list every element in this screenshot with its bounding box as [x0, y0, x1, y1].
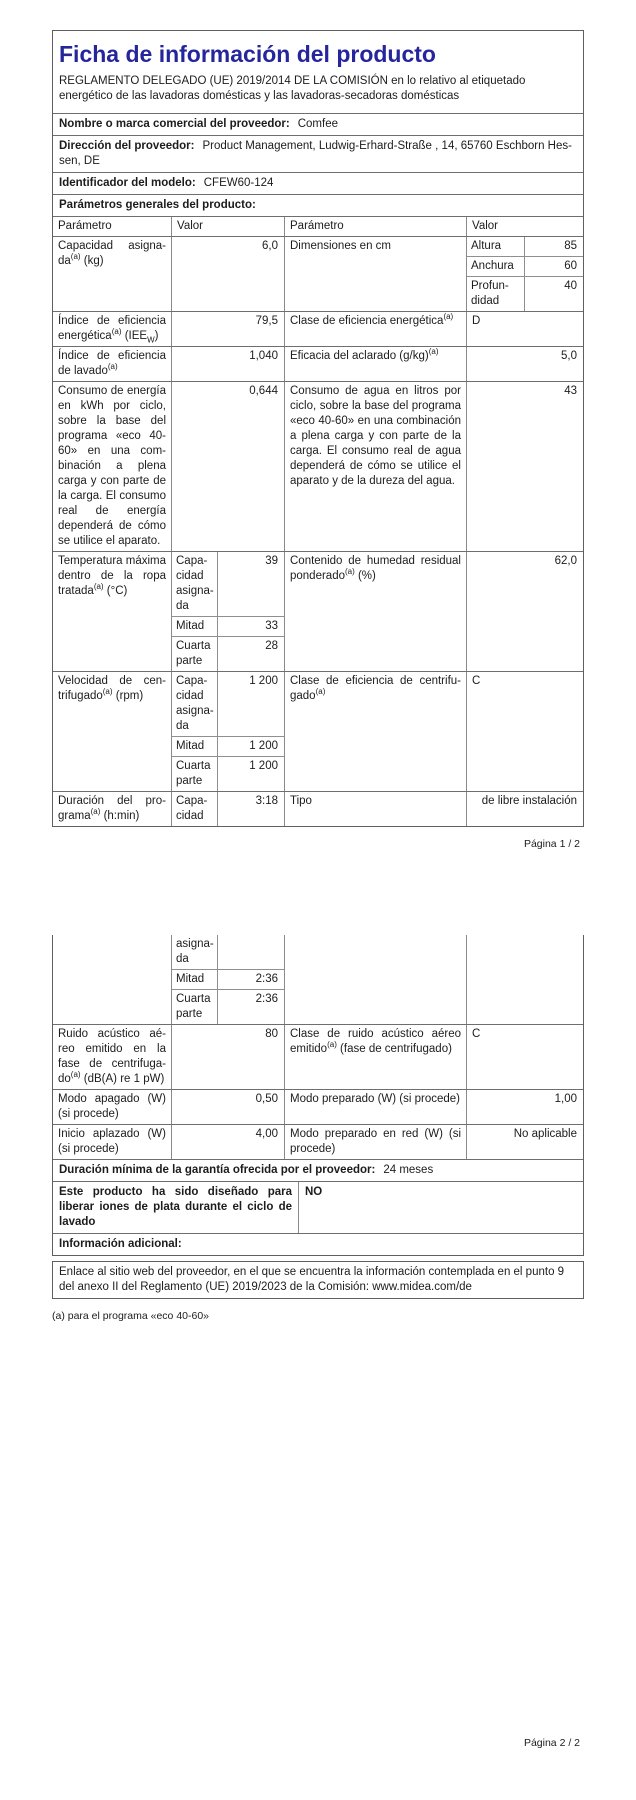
- sub-label: asignada: [176, 938, 214, 965]
- row-acoustic-noise: [53, 1024, 583, 1089]
- sub-label: Anchura: [471, 260, 514, 272]
- param-label: Modo preparado en red (W) (si procede): [284, 1125, 466, 1159]
- title-box: [53, 31, 583, 113]
- page-1: [52, 30, 584, 852]
- page-2: [52, 935, 584, 1324]
- param-label: Eficacia del aclarado $(g/kg)^{(a)}$: [284, 347, 466, 381]
- sub-row: [172, 616, 284, 636]
- sub-label: Capacidad asignada: [176, 675, 214, 732]
- param-label-empty: [284, 935, 466, 1024]
- sub-row: [467, 276, 583, 311]
- param-label: Índice de eficiencia de lavado$^{(a)}$: [58, 350, 166, 377]
- sub-row: [172, 552, 284, 616]
- sub-value: 2:36: [217, 990, 284, 1024]
- param-value: No aplicable: [466, 1125, 583, 1159]
- sub-value: [217, 935, 284, 969]
- model-identifier-value: CFEW60-124: [203, 177, 274, 189]
- param-label: Inicio aplazado (W) (si procede): [58, 1128, 166, 1155]
- sub-row: [172, 636, 284, 671]
- param-value: 1,00: [466, 1090, 583, 1124]
- param-label: Modo preparado (W) (si procede): [284, 1090, 466, 1124]
- sub-value: 1 200: [217, 757, 284, 791]
- param-label: Índice de eficiencia energética$^{(a)}$ $(IEE_W)$: [58, 315, 166, 345]
- row-max-temperature-residual-moisture: [53, 551, 583, 671]
- sub-label: Altura: [471, 240, 502, 252]
- page-2-footer: Página 2 / 2: [523, 1737, 580, 1749]
- sub-row: [172, 792, 284, 826]
- model-identifier-row: [53, 172, 583, 194]
- page-1-footer: Página 1 / 2: [523, 838, 580, 850]
- row-spin-speed-class: [53, 671, 583, 791]
- param-value: D: [466, 312, 583, 346]
- warranty-value: 24 meses: [383, 1164, 434, 1176]
- sub-value: 2:36: [217, 970, 284, 989]
- param-value: 0,644: [171, 382, 284, 551]
- footnote-eco-programme: (a) para el programa «eco 40-60»: [52, 1310, 210, 1322]
- row-programme-duration-continued: [53, 935, 583, 1024]
- param-value: 4,00: [171, 1125, 284, 1159]
- param-label: Clase de ruido acústico aéreo emitido$^{(a)}$ (fase de centrifugado): [284, 1025, 466, 1089]
- supplier-website-box: [52, 1261, 584, 1299]
- supplier-address-label: Dirección del proveedor:: [59, 140, 195, 152]
- supplier-website-text: Enlace al sitio web del proveedor, en el que se encuentra la información contemplada en el punto 9 del anexo II del Reglamento (UE) 2019/2023 de la Comisión: www.midea.com/de: [59, 1266, 565, 1293]
- param-label-empty: [53, 935, 171, 1024]
- sub-label: Capacidad: [176, 795, 208, 822]
- header-value-2: Valor: [466, 217, 583, 236]
- sub-label: Mitad: [176, 620, 205, 632]
- sub-value: 85: [524, 237, 583, 256]
- param-label: Duración del programa$^{(a)}$ (h:min): [58, 795, 166, 822]
- sub-value: 40: [524, 277, 583, 311]
- row-off-standby-mode: [53, 1089, 583, 1124]
- sub-label: Cuarta parte: [176, 993, 211, 1020]
- sub-row: [467, 237, 583, 256]
- param-label: Consumo de energía en kWh por ciclo, sobre la base del programa «eco 40-60» en una combinación a plena carga y con parte de la carga. El consumo real de energía dependerá de cómo se utilice el aparato.: [58, 385, 166, 547]
- row-energy-efficiency-index: [53, 311, 583, 346]
- product-fiche-table-page2: [52, 935, 584, 1256]
- sub-row: [172, 736, 284, 756]
- row-programme-duration-type: [53, 791, 583, 826]
- param-label: Modo apagado (W) (si procede): [58, 1093, 166, 1120]
- param-label: Clase de eficiencia de centrifugado$^{(a)}$: [284, 672, 466, 791]
- param-value: 79,5: [171, 312, 284, 346]
- supplier-address-row: [53, 135, 583, 172]
- sub-label: Mitad: [176, 740, 205, 752]
- param-value: 43: [466, 382, 583, 551]
- sub-row: [172, 935, 284, 969]
- row-washing-efficiency-index: [53, 346, 583, 381]
- sub-row: [467, 256, 583, 276]
- param-label: Clase de eficiencia energética$^{(a)}$: [284, 312, 466, 346]
- sub-value: 1 200: [217, 672, 284, 736]
- warranty-label: Duración mínima de la garantía ofrecida por el proveedor:: [59, 1164, 376, 1176]
- param-value: C: [466, 1025, 583, 1089]
- param-label: Consumo de agua en litros por ciclo, sobre la base del programa «eco 40-60» en una combinación a plena carga y con parte de la carga. El consumo real de agua dependerá de cómo se utilice el aparato y de la dureza del agua.: [284, 382, 466, 551]
- row-energy-water-consumption: [53, 381, 583, 551]
- page-title: Ficha de información del producto: [59, 41, 436, 67]
- row-silver-ions: [53, 1181, 583, 1233]
- temperature-subtable: [171, 552, 284, 671]
- sub-value: 60: [524, 257, 583, 276]
- header-parameter-1: Parámetro: [58, 220, 112, 232]
- supplier-address-value: Product Management, Ludwig-Erhard-Straße , 14, 65760 Eschborn Hessen, DE: [59, 140, 572, 167]
- silver-ions-value: NO: [298, 1182, 583, 1233]
- header-value-1: Valor: [171, 217, 284, 236]
- row-additional-info-heading: Información adicional:: [53, 1233, 583, 1255]
- silver-ions-label: Este producto ha sido diseñado para liberar iones de plata durante el ciclo de lavado: [59, 1186, 292, 1228]
- sub-row: [172, 672, 284, 736]
- param-label: Dimensiones en cm: [284, 237, 466, 311]
- param-value-empty: [466, 935, 583, 1024]
- spin-subtable: [171, 672, 284, 791]
- general-parameters-heading: Parámetros generales del producto:: [53, 194, 583, 216]
- param-label: Velocidad de centrifugado$^{(a)}$ (rpm): [58, 675, 166, 702]
- supplier-name-label: Nombre o marca comercial del proveedor:: [59, 118, 290, 130]
- param-label: Tipo: [284, 792, 466, 826]
- param-value: C: [466, 672, 583, 791]
- param-label: Temperatura máxima dentro de la ropa tratada$^{(a)}$ (°C): [58, 555, 167, 597]
- sub-label: Profundidad: [471, 280, 509, 307]
- sub-row: [172, 756, 284, 791]
- param-value: de libre instalación: [466, 792, 583, 826]
- duration-subtable-page1: [171, 792, 284, 826]
- table-header-row: [53, 216, 583, 236]
- sub-value: 3:18: [217, 792, 284, 826]
- sub-value: 33: [217, 617, 284, 636]
- param-value: 6,0: [171, 237, 284, 311]
- row-capacity-dimensions: [53, 236, 583, 311]
- sub-row: [172, 989, 284, 1024]
- regulation-subtitle: REGLAMENTO DELEGADO (UE) 2019/2014 DE LA COMISIÓN en lo relativo al etiquetado energético de las lavadoras domésticas y las lavadoras-secadoras domésticas: [59, 75, 526, 102]
- sub-label: Capacidad asignada: [176, 555, 214, 612]
- row-delay-start-networked-standby: [53, 1124, 583, 1159]
- dimensions-subtable: [466, 237, 583, 311]
- param-label: Capacidad asignada$^{(a)}$ (kg): [58, 240, 166, 267]
- sub-value: 39: [217, 552, 284, 616]
- sub-row: [172, 969, 284, 989]
- supplier-name-row: [53, 113, 583, 135]
- duration-subtable-page2: [171, 935, 284, 1024]
- row-minimum-warranty: [53, 1159, 583, 1181]
- sub-label: Mitad: [176, 973, 205, 985]
- param-value: 80: [171, 1025, 284, 1089]
- param-label: Contenido de humedad residual ponderado$^{(a)}$ (%): [284, 552, 466, 671]
- param-value: 62,0: [466, 552, 583, 671]
- param-value: 1,040: [171, 347, 284, 381]
- sub-label: Cuarta parte: [176, 760, 211, 787]
- product-fiche-table-page1: [52, 30, 584, 827]
- param-label: Ruido acústico aéreo emitido en la fase de centrifugado$^{(a)}$ (dB(A) re 1 pW): [58, 1028, 166, 1085]
- sub-value: 1 200: [217, 737, 284, 756]
- sub-value: 28: [217, 637, 284, 671]
- header-parameter-2: Parámetro: [284, 217, 466, 236]
- param-value: 5,0: [466, 347, 583, 381]
- model-identifier-label: Identificador del modelo:: [59, 177, 196, 189]
- param-value: 0,50: [171, 1090, 284, 1124]
- supplier-name-value: Comfee: [297, 118, 338, 130]
- sub-label: Cuarta parte: [176, 640, 211, 667]
